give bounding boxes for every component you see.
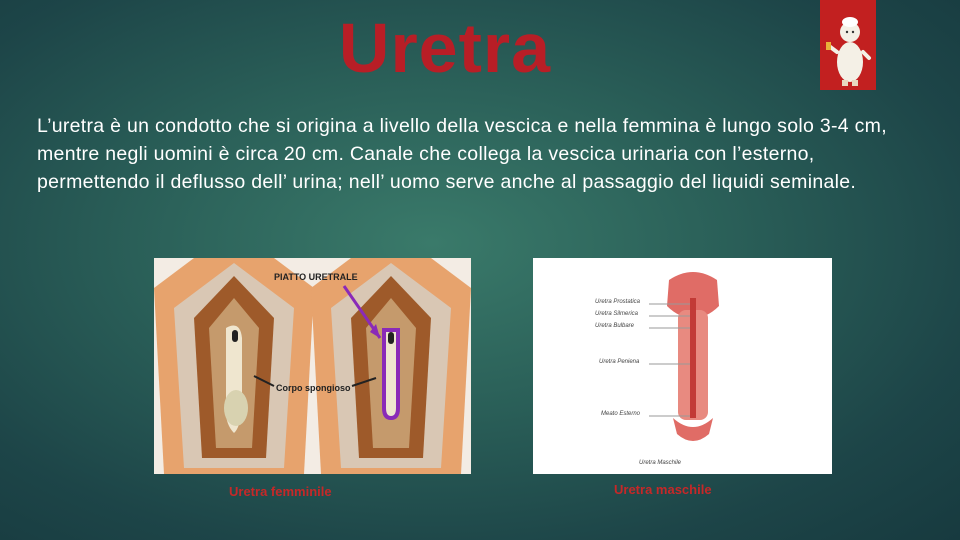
doctor-mascot-icon	[820, 0, 876, 90]
label-uretra-silmerica: Uretra Silmerica	[595, 311, 639, 317]
label-corpo-spongioso: Corpo spongioso	[276, 383, 351, 393]
male-urethra-illustration	[533, 258, 832, 474]
caption-uretra-maschile: Uretra maschile	[614, 482, 712, 497]
label-uretra-maschile-sub: Uretra Maschile	[639, 460, 682, 466]
label-piatto-uretrale: PIATTO URETRALE	[274, 272, 358, 282]
label-uretra-peniena: Uretra Peniena	[599, 359, 640, 365]
slide-body-text: L’uretra è un condotto che si origina a livello della vescica e nella femmina è lungo solo 3-4 cm, mentre negli uomini è circa 20 cm. Canale che collega la vescica urinaria con l’esterno, permettendo il deflusso dell’ urina; nell’ uomo serve anche al passaggio del liquidi seminale.	[37, 115, 887, 193]
label-uretra-prostatica: Uretra Prostatica	[595, 299, 641, 305]
label-uretra-bulbare: Uretra Bulbare	[595, 323, 635, 329]
female-urethra-illustration	[154, 258, 471, 474]
caption-uretra-femminile: Uretra femminile	[229, 484, 332, 499]
label-meato-esterno: Meato Esterno	[601, 411, 641, 417]
slide-title: Uretra	[338, 9, 552, 87]
